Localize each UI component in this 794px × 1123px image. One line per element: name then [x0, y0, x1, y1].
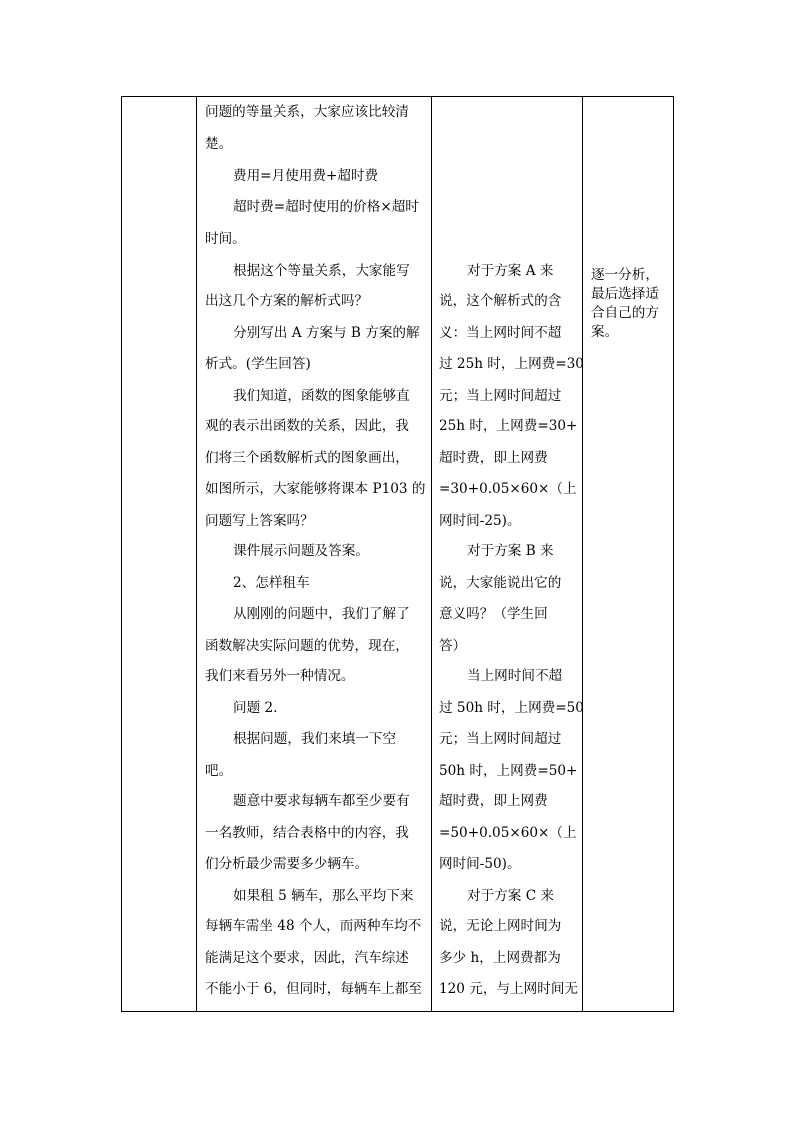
text-line: 时间。 [205, 231, 246, 247]
text-line: 对于方案 C 来 [467, 888, 555, 904]
text-line: 函数解决实际问题的优势，现在， [205, 638, 409, 654]
text-line: 120 元，与上网时间无 [439, 981, 579, 997]
text-line: 析式。(学生回答) [205, 356, 311, 372]
text-line: 过 50h 时，上网费=50 [439, 700, 584, 716]
section-heading: 2、怎样租车 [233, 575, 310, 591]
text-line: 多少 h，上网费都为 [439, 950, 561, 966]
text-line: 最后选择适 [591, 286, 659, 302]
text-line: 意义吗？（学生回 [439, 606, 548, 622]
column-divider [431, 97, 432, 1011]
text-line: 如图所示，大家能够将课本 P103 的 [205, 481, 426, 497]
lesson-table [121, 96, 674, 1012]
text-line: 过 25h 时，上网费=30 [439, 356, 584, 372]
text-line: 50h 时，上网费=50+ [439, 763, 578, 779]
text-line: 课件展示问题及答案。 [233, 543, 369, 559]
text-line: 根据这个等量关系，大家能写 [233, 263, 410, 279]
text-line: 元；当上网时间超过 [439, 388, 562, 404]
text-line: 出这几个方案的解析式吗？ [205, 293, 369, 309]
text-line: 问题写上答案吗？ [205, 513, 314, 529]
text-line: 一名教师，结合表格中的内容，我 [205, 825, 409, 841]
text-line: 网时间-50)。 [439, 856, 521, 872]
text-line: 案。 [591, 324, 619, 340]
text-line: 说，无论上网时间为 [439, 918, 562, 934]
text-line: 如果租 5 辆车，那么平均下来 [233, 888, 414, 904]
text-line: 义：当上网时间不超 [439, 325, 562, 341]
text-line: 当上网时间不超 [467, 668, 563, 684]
text-line: 题意中要求每辆车都至少要有 [233, 793, 410, 809]
text-line: 答） [439, 638, 467, 654]
text-line: 从刚刚的问题中，我们了解了 [233, 606, 410, 622]
text-line: 不能小于 6，但同时，每辆车上都至 [205, 981, 422, 997]
text-line: 说，这个解析式的含 [439, 293, 562, 309]
text-line: 楚。 [205, 136, 233, 152]
text-line: 观的表示出函数的关系，因此，我 [205, 418, 409, 434]
text-line: 逐一分析， [591, 267, 659, 283]
text-line: 对于方案 B 来 [467, 543, 554, 559]
text-line: 能满足这个要求，因此，汽车综述 [205, 950, 409, 966]
text-line: 对于方案 A 来 [467, 263, 554, 279]
text-line: 我们来看另外一种情况。 [205, 668, 355, 684]
column-divider [196, 97, 197, 1011]
text-line: 我们知道，函数的图象能够直 [233, 388, 410, 404]
text-line: 超时费=超时使用的价格×超时 [233, 199, 419, 215]
text-line: 吧。 [205, 763, 233, 779]
text-line: 问题 2. [233, 700, 278, 716]
text-line: 合自己的方 [591, 305, 659, 321]
text-line: 们分析最少需要多少辆车。 [205, 856, 369, 872]
column-divider [582, 97, 583, 1011]
text-line: 根据问题，我们来填一下空 [233, 731, 397, 747]
text-line: 分别写出 A 方案与 B 方案的解 [233, 325, 420, 341]
text-line: 费用=月使用费+超时费 [233, 168, 379, 184]
text-line: 问题的等量关系，大家应该比较清 [205, 104, 409, 120]
text-line: 25h 时，上网费=30+ [439, 418, 578, 434]
text-line: 元；当上网时间超过 [439, 731, 562, 747]
text-line: 超时费，即上网费 [439, 450, 548, 466]
text-line: 每辆车需坐 48 个人，而两种车均不 [205, 918, 422, 934]
text-line: =30+0.05×60×（上 [439, 481, 577, 497]
text-line: 网时间-25)。 [439, 513, 521, 529]
text-line: =50+0.05×60×（上 [439, 825, 577, 841]
text-line: 超时费，即上网费 [439, 793, 548, 809]
text-line: 说，大家能说出它的 [439, 575, 562, 591]
text-line: 们将三个函数解析式的图象画出， [205, 450, 409, 466]
